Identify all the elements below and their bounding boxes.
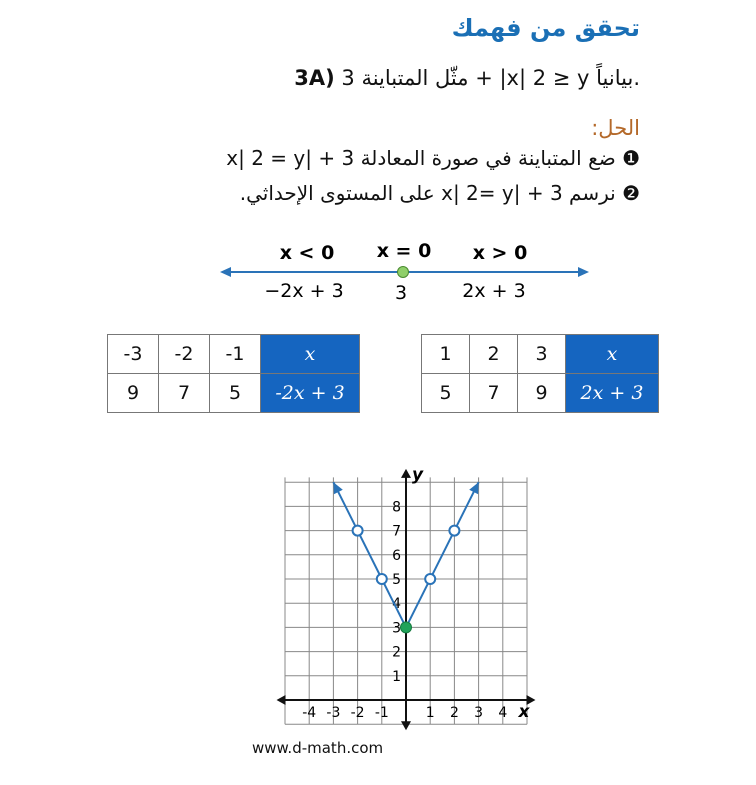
table-row bbox=[108, 374, 360, 413]
step-1-marker: ❶ bbox=[622, 146, 640, 170]
x-tick-label: 4 bbox=[498, 705, 508, 721]
y-tick-label: 6 bbox=[392, 547, 401, 564]
table-cell: 9 bbox=[518, 374, 566, 413]
table-cell: 2 bbox=[470, 335, 518, 374]
table-header-y: 2x + 3 bbox=[566, 374, 659, 413]
table-cell: 5 bbox=[210, 374, 261, 413]
footer-url: www.d-math.com bbox=[252, 739, 384, 757]
x-tick-label: -4 bbox=[302, 705, 317, 721]
x-axis-label: x bbox=[518, 702, 530, 722]
y-tick-label: 4 bbox=[392, 596, 401, 613]
table-cell: 7 bbox=[159, 374, 210, 413]
table-row bbox=[422, 335, 659, 374]
y-axis-arrow bbox=[401, 469, 411, 478]
problem-number: 3A) bbox=[294, 66, 335, 90]
open-point bbox=[353, 526, 363, 536]
table-right bbox=[421, 334, 659, 413]
number-line-right-arrow bbox=[578, 267, 589, 277]
table-cell: 1 bbox=[422, 335, 470, 374]
coordinate-graph bbox=[270, 455, 540, 735]
vertex-point bbox=[401, 622, 412, 633]
y-tick-label: 5 bbox=[392, 572, 401, 588]
open-point bbox=[377, 574, 387, 584]
x-tick-label: -2 bbox=[350, 705, 365, 721]
middle-condition: x = 0 bbox=[376, 240, 432, 262]
table-cell: 5 bbox=[422, 374, 470, 413]
table-header-x: x bbox=[261, 335, 360, 374]
table-header-x: x bbox=[566, 335, 659, 374]
problem-statement bbox=[294, 66, 640, 90]
problem-text: مثّل المتباينة 3 + |x| 2 ≥ y بيانياً. bbox=[341, 66, 640, 90]
table-cell: 7 bbox=[470, 374, 518, 413]
table-cell: 9 bbox=[108, 374, 159, 413]
step-2-marker: ❷ bbox=[622, 181, 640, 205]
y-tick-label: 3 bbox=[392, 620, 401, 637]
right-expression: 2x + 3 bbox=[462, 280, 526, 302]
x-tick-label: 1 bbox=[425, 705, 435, 721]
number-line-left-arrow bbox=[220, 267, 231, 277]
x-tick-label: -1 bbox=[374, 705, 389, 721]
step-2 bbox=[240, 181, 640, 205]
solution-label: الحل: bbox=[591, 116, 640, 140]
number-line-zero-point bbox=[398, 267, 409, 278]
x-axis-arrow bbox=[277, 695, 286, 705]
table-cell: -1 bbox=[210, 335, 261, 374]
step-2-text: نرسم 3 + |x| 2= y على المستوى الإحداثي. bbox=[239, 181, 616, 205]
open-point bbox=[449, 526, 459, 536]
x-tick-label: 2 bbox=[449, 705, 459, 721]
y-axis-arrow bbox=[401, 721, 411, 730]
table-cell: 3 bbox=[518, 335, 566, 374]
table-header-y: -2x + 3 bbox=[261, 374, 360, 413]
x-tick-label: 3 bbox=[474, 705, 484, 721]
table-cell: -2 bbox=[159, 335, 210, 374]
y-axis-label: y bbox=[412, 464, 424, 485]
y-tick-label: 7 bbox=[392, 523, 401, 540]
section-heading: تحقق من فهمك bbox=[451, 14, 640, 42]
table-row bbox=[108, 335, 360, 374]
table-cell: -3 bbox=[108, 335, 159, 374]
x-tick-label: -3 bbox=[326, 705, 341, 721]
open-point bbox=[425, 574, 435, 584]
graph-axes bbox=[277, 465, 536, 730]
table-left bbox=[107, 334, 360, 413]
number-line bbox=[0, 230, 756, 310]
y-tick-label: 2 bbox=[392, 644, 401, 661]
left-expression: −2x + 3 bbox=[264, 280, 344, 302]
right-condition: x > 0 bbox=[472, 242, 528, 264]
table-row bbox=[422, 374, 659, 413]
y-tick-label: 1 bbox=[392, 668, 401, 685]
step-1-text: ضع المتباينة في صورة المعادلة 3 + |x| 2 = y bbox=[226, 146, 616, 170]
middle-expression: 3 bbox=[394, 282, 408, 304]
step-1 bbox=[226, 146, 640, 170]
left-condition: x < 0 bbox=[279, 242, 335, 264]
y-tick-label: 8 bbox=[392, 499, 401, 516]
